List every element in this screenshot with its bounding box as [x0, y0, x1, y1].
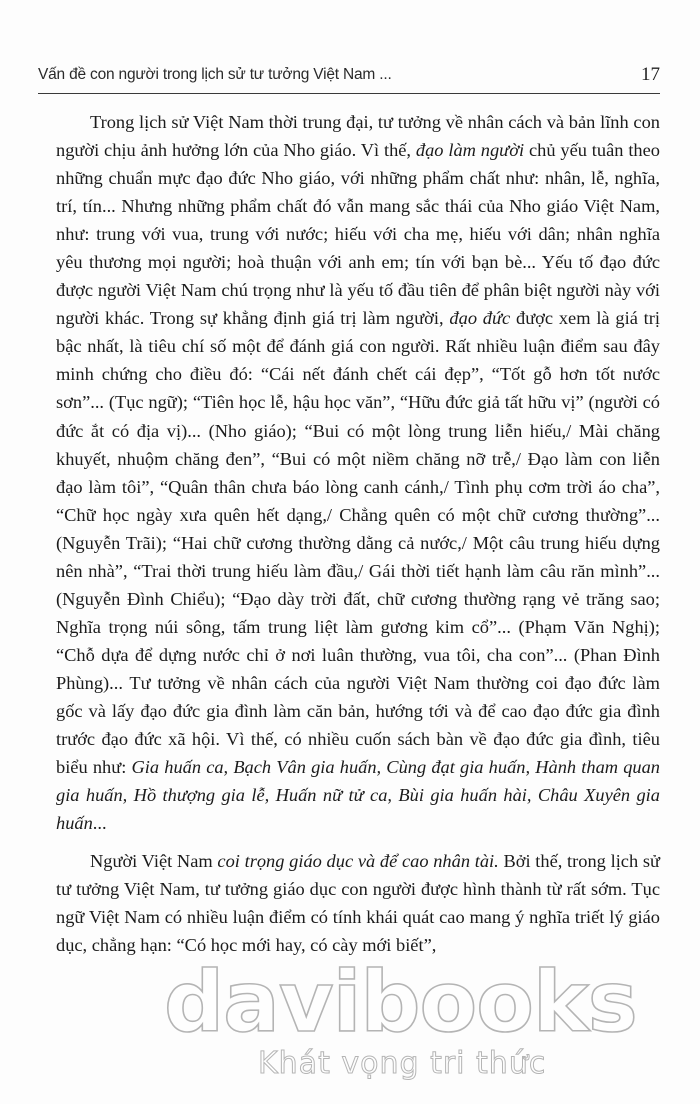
p1-text-1: Trong lịch sử Việt Nam thời trung đại, tư tưởng về nhân cách và bản lĩnh con người chịu ảnh hưởng lớn của Nho giáo. Vì thế, — [56, 112, 660, 161]
p1-text-2: chủ yếu tuân theo những chuẩn mực đạo đức Nho giáo, với những phẩm chất như: nhân, lễ, nghĩa, trí, tín... Nhưng những phẩm chất đó vẫn mang sắc thái của Nho giáo Việt Nam, như: trung với vua, trung với nước; hiếu với cha mẹ, hiếu với dân; nhân nghĩa yêu thương mọi người; hoà thuận với anh em; tín với bạn bè... Yếu tố đạo đức được người Việt Nam chú trọng như là yếu tố đầu tiên để phân biệt người này với người khác. Trong sự khẳng định giá trị làm người, — [56, 140, 660, 329]
p2-text-2: Bởi thế, trong lịch sử tư tưởng Việt Nam, tư tưởng giáo dục con người được hình thành từ rất sớm. Tục ngữ Việt Nam có nhiều luận điểm có tính khái quát cao mang ý nghĩa triết lý giáo dục, chẳng hạn: “Có học mới hay, có cày mới biết”, — [56, 851, 661, 956]
p2-text-1: Người Việt Nam — [90, 851, 218, 872]
page-number: 17 — [641, 64, 660, 85]
watermark-slogan: Khát vọng tri thức — [258, 1046, 547, 1081]
paragraph-2 — [56, 847, 660, 959]
paragraph-1 — [56, 108, 660, 837]
running-title: Vấn đề con người trong lịch sử tư tưởng Việt Nam ... — [38, 66, 392, 83]
watermark — [0, 953, 700, 1104]
watermark-brand: davibooks — [164, 953, 637, 1051]
p2-italic-1: coi trọng giáo dục và để cao nhân tài. — [217, 851, 499, 872]
header-rule — [38, 93, 660, 94]
p1-text-4: ... — [92, 813, 107, 834]
p1-italic-3: Gia huấn ca, Bạch Vân gia huấn, Cùng đạt gia huấn, Hành tham quan gia huấn, Hồ thượng gia lễ, Huấn nữ tử ca, Bùi gia huấn hài, Châu Xuyên gia huấn — [56, 757, 661, 834]
running-header — [38, 64, 660, 92]
body-text — [56, 108, 660, 959]
p1-italic-2: đạo đức — [449, 308, 511, 329]
p1-italic-1: đạo làm người — [415, 140, 525, 161]
p1-text-3: được xem là giá trị bậc nhất, là tiêu chí số một để đánh giá con người. Rất nhiều luận điểm sau đây minh chứng cho điều đó: “Cái nết đánh chết cái đẹp”, “Tốt gỗ hơn tốt nước sơn”... (Tục ngữ); “Tiên học lễ, hậu học văn”, “Hữu đức giả tất hữu vị” (người có đức ắt có địa vị)... (Nho giáo); “Bui có một lòng trung liễn hiếu,/ Mài chăng khuyết, nhuộm chăng đen”, “Bui có một niềm chăng nỡ trễ,/ Đạo làm con liễn đạo làm tôi”, “Quân thân chưa báo lòng canh cánh,/ Tình phụ cơm trời áo cha”, “Chữ học ngày xưa quên hết dạng,/ Chẳng quên có một chữ cương thường”... (Nguyễn Trãi); “Hai chữ cương thường dằng cả nước,/ Một câu trung hiếu dựng nên nhà”, “Trai thời trung hiếu làm đầu,/ Gái thời tiết hạnh làm câu răn mình”... (Nguyễn Đình Chiểu); “Đạo dày trời đất, chữ cương thường rạng vẻ trăng sao; Nghĩa trọng núi sông, tấm trung liệt làm gương kim cổ”... (Phạm Văn Nghị); “Chỗ dựa để dựng nước chỉ ở nơi luân thường, vua tôi, cha con”... (Phan Đình Phùng)... Tư tưởng về nhân cách của người Việt Nam thường coi đạo đức làm gốc và lấy đạo đức gia đình làm căn bản, hướng tới và để cao đạo đức gia đình trước đạo đức xã hội. Vì thế, có nhiều cuốn sách bàn về đạo đức gia đình, tiêu biểu như: — [56, 308, 660, 778]
